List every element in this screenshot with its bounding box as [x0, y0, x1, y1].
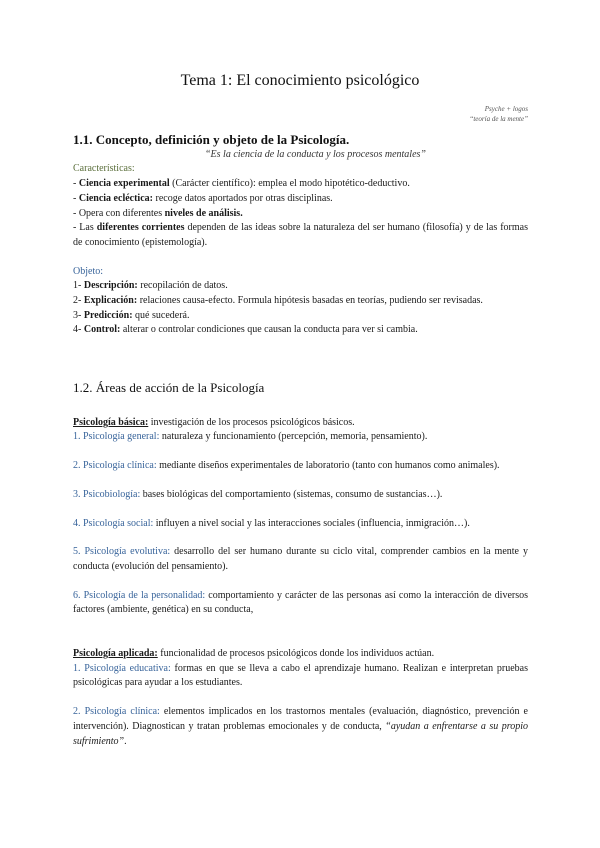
aplicada-item: 2. Psicología clínica: elementos implicados en los trastornos mentales (evaluación, diagnóstico, prevención e intervención). Diagnostican y tratan problemas emocionales y de conducta, “ayudan a enfrentarse a su propio sufrimiento”.	[73, 706, 528, 747]
objeto-label: Objeto:	[73, 265, 103, 277]
basica-item: 6. Psicología de la personalidad: comportamiento y carácter de las personas así como la interacción de diversos factores (ambiente, genética) en su conducta,	[73, 589, 529, 616]
basica-item: 5. Psicología evolutiva: desarrollo del ser humano durante su ciclo vital, comprender cambios en la mente y conducta (evolución del pensamiento).	[73, 546, 528, 572]
basica-item: 2. Psicología clínica: mediante diseños experimentales de laboratorio (tanto con humanos como animales).	[73, 460, 500, 472]
aplicada-item: 1. Psicología educativa: formas en que se lleva a cabo el aprendizaje humano. Realizan e interpretan pruebas psicológicas para ayudar a los estudiantes.	[73, 662, 528, 689]
objeto-item: 2- Explicación: relaciones causa-efecto. Formula hipótesis basadas en teorías, pudiendo ser revisadas.	[73, 295, 483, 307]
etymology-line-2: “teoría de la mente”	[469, 115, 528, 123]
basica-item: 1. Psicología general: naturaleza y funcionamiento (percepción, memoria, pensamiento).	[73, 431, 428, 443]
etymology-note	[469, 104, 528, 124]
section-2-heading: 1.2. Áreas de acción de la Psicología	[73, 380, 265, 395]
characteristic-item: - Las diferentes corrientes dependen de las ideas sobre la naturaleza del ser humano (filosofía) y de las formas de conocimiento (epistemología).	[73, 222, 528, 248]
definition-quote: “Es la ciencia de la conducta y los procesos mentales”	[205, 148, 426, 160]
objeto-item: 4- Control: alterar o controlar condiciones que causan la conducta para ver si cambia.	[73, 324, 418, 336]
characteristic-item: - Ciencia ecléctica: recoge datos aportados por otras disciplinas.	[73, 192, 333, 204]
objeto-item: 3- Predicción: qué sucederá.	[73, 309, 190, 321]
section-1-heading: 1.1. Concepto, definición y objeto de la Psicología.	[73, 132, 350, 147]
basica-item: 3. Psicobiología: bases biológicas del comportamiento (sistemas, consumo de sustancias…).	[73, 488, 443, 500]
section-2	[73, 381, 528, 749]
characteristic-item: - Ciencia experimental (Carácter científico): emplea el modo hipotético-deductivo.	[73, 178, 410, 190]
aplicada-intro: Psicología aplicada: funcionalidad de procesos psicológicos donde los individuos actúan.	[73, 648, 435, 660]
section-1	[73, 133, 528, 338]
caracteristicas-label: Características:	[73, 163, 135, 175]
etymology-line-1: Psyche + logos	[484, 105, 528, 113]
page-title: Tema 1: El conocimiento psicológico	[180, 72, 420, 89]
basica-intro: Psicología básica: investigación de los procesos psicológicos básicos.	[73, 416, 355, 428]
objeto-item: 1- Descripción: recopilación de datos.	[73, 280, 228, 292]
characteristic-item: - Opera con diferentes niveles de análisis.	[73, 207, 243, 219]
basica-item: 4. Psicología social: influyen a nivel social y las interacciones sociales (influencia, inmigración…).	[73, 517, 470, 529]
